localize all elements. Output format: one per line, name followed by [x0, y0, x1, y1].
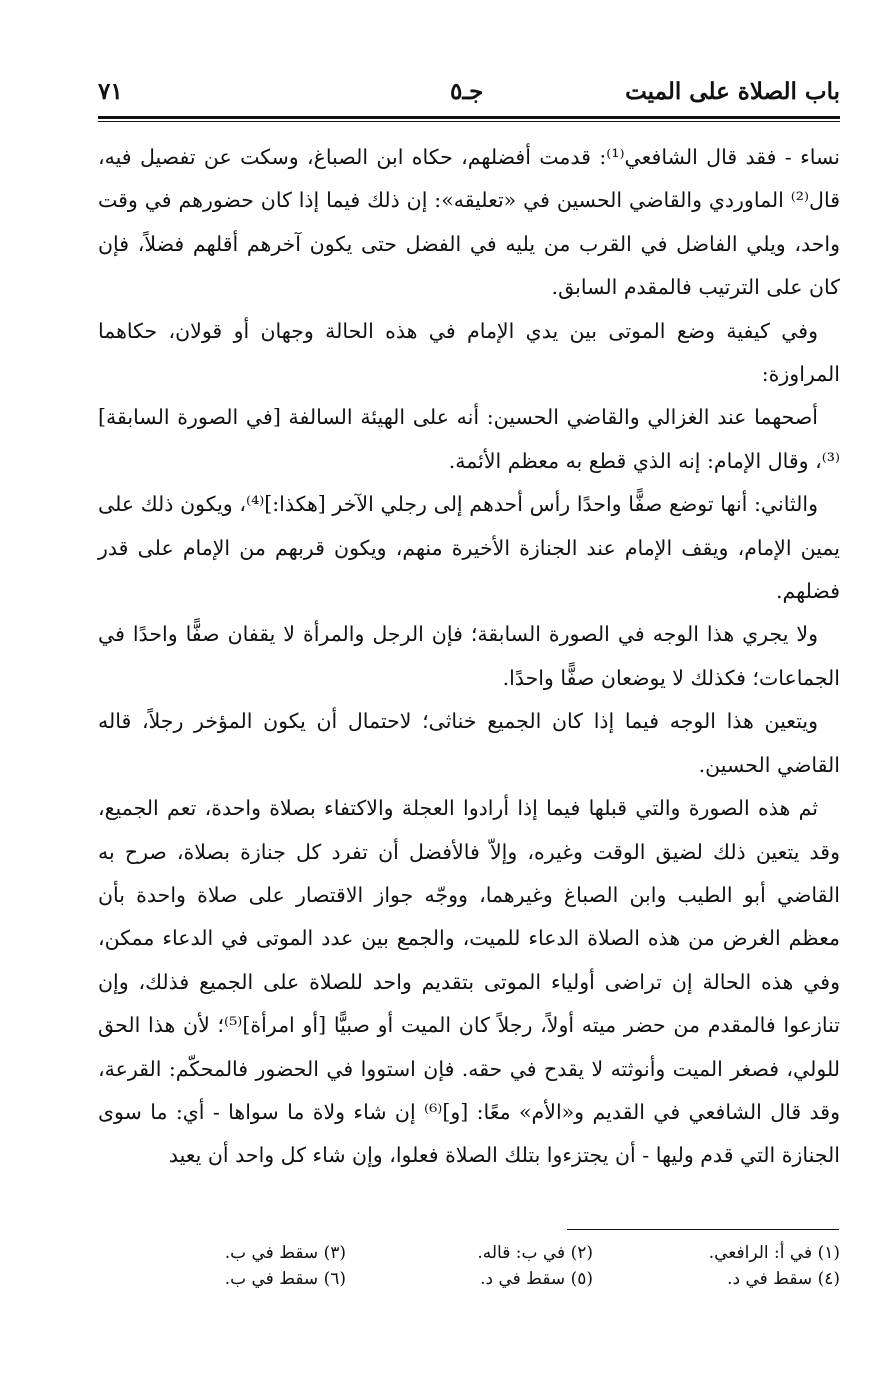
header-rule-thick [98, 116, 840, 119]
paragraph: أصحهما عند الغزالي والقاضي الحسين: أنه على الهيئة السالفة [في الصورة السابقة]⁽³⁾، وقال الإمام: إنه الذي قطع به معظم الأئمة. [98, 405, 840, 473]
footnote: (٣) سقط في ب. [224, 1243, 346, 1263]
paragraph: والثاني: أنها توضع صفًّا واحدًا رأس أحدهم إلى رجلي الآخر [هكذا:]⁽⁴⁾، ويكون ذلك على يمين الإمام، ويقف الإمام عند الجنازة الأخيرة منهم، ويكون قربهم من الإمام على قدر فضلهم. [98, 492, 840, 604]
footnote: (٢) في ب: قاله. [477, 1243, 593, 1263]
footnote: (٥) سقط في د. [480, 1269, 593, 1289]
footnote: (٤) سقط في د. [727, 1269, 840, 1289]
footnotes [98, 1240, 840, 1292]
page-number: ٧١ [98, 78, 123, 105]
footnote-row [98, 1266, 840, 1292]
footnote-separator [567, 1229, 839, 1230]
paragraph: ثم هذه الصورة والتي قبلها فيما إذا أرادوا العجلة والاكتفاء بصلاة واحدة، تعم الجميع، وقد يتعين ذلك لضيق الوقت وغيره، وإلاّ فالأفضل أن تفرد كل جنازة بصلاة، صرح به القاضي أبو الطيب وابن الصباغ وغيرهما، ووجّه جواز الاقتصار على صلاة واحدة بأن معظم الغرض من هذه الصلاة الدعاء للميت، والجمع بين عدد الموتى في الدعاء ممكن، وفي هذه الحالة إن تراضى أولياء الموتى بتقديم واحد للصلاة على الجميع فذلك، وإن تنازعوا فالمقدم من حضر ميته أولاً، رجلاً كان الميت أو صبيًّا [أو امرأة]⁽⁵⁾؛ لأن هذا الحق للولي، فصغر الميت وأنوثته لا يقدح في حقه. فإن استووا في الحضور فالمحكّم: القرعة، وقد قال الشافعي في القديم و«الأم» معًا: [و]⁽⁶⁾ إن شاء ولاة ما سواها - أي: ما سوى الجنازة التي قدم وليها - أن يجتزءوا بتلك الصلاة فعلوا، وإن شاء كل واحد أن يعيد [98, 796, 840, 1168]
footnote-row [98, 1240, 840, 1266]
main-text [98, 136, 840, 1178]
header-rule-thin [98, 121, 840, 122]
running-header [98, 74, 840, 110]
paragraph: ولا يجري هذا الوجه في الصورة السابقة؛ فإن الرجل والمرأة لا يقفان صفًّا واحدًا في الجماعات؛ فكذلك لا يوضعان صفًّا واحدًا. [98, 622, 840, 690]
volume-label: جـ٥ [450, 78, 484, 105]
paragraph: وفي كيفية وضع الموتى بين يدي الإمام في هذه الحالة وجهان أو قولان، حكاهما المراوزة: [98, 318, 840, 387]
chapter-title: باب الصلاة على الميت [625, 78, 840, 105]
footnote: (٦) سقط في ب. [224, 1269, 346, 1289]
footnote: (١) في أ: الرافعي. [708, 1243, 840, 1263]
paragraph: ويتعين هذا الوجه فيما إذا كان الجميع خناثى؛ لاحتمال أن يكون المؤخر رجلاً، قاله القاضي الحسين. [98, 709, 840, 777]
paragraph: نساء - فقد قال الشافعي⁽¹⁾: قدمت أفضلهم، حكاه ابن الصباغ، وسكت عن تفصيل فيه، قال⁽²⁾ الماوردي والقاضي الحسين في «تعليقه»: إن ذلك فيما إذا كان حضورهم في وقت واحد، ويلي الفاضل في القرب من يليه في الفضل حتى يكون آخرهم أقلهم فضلاً، فإن كان على الترتيب فالمقدم السابق. [98, 145, 840, 300]
